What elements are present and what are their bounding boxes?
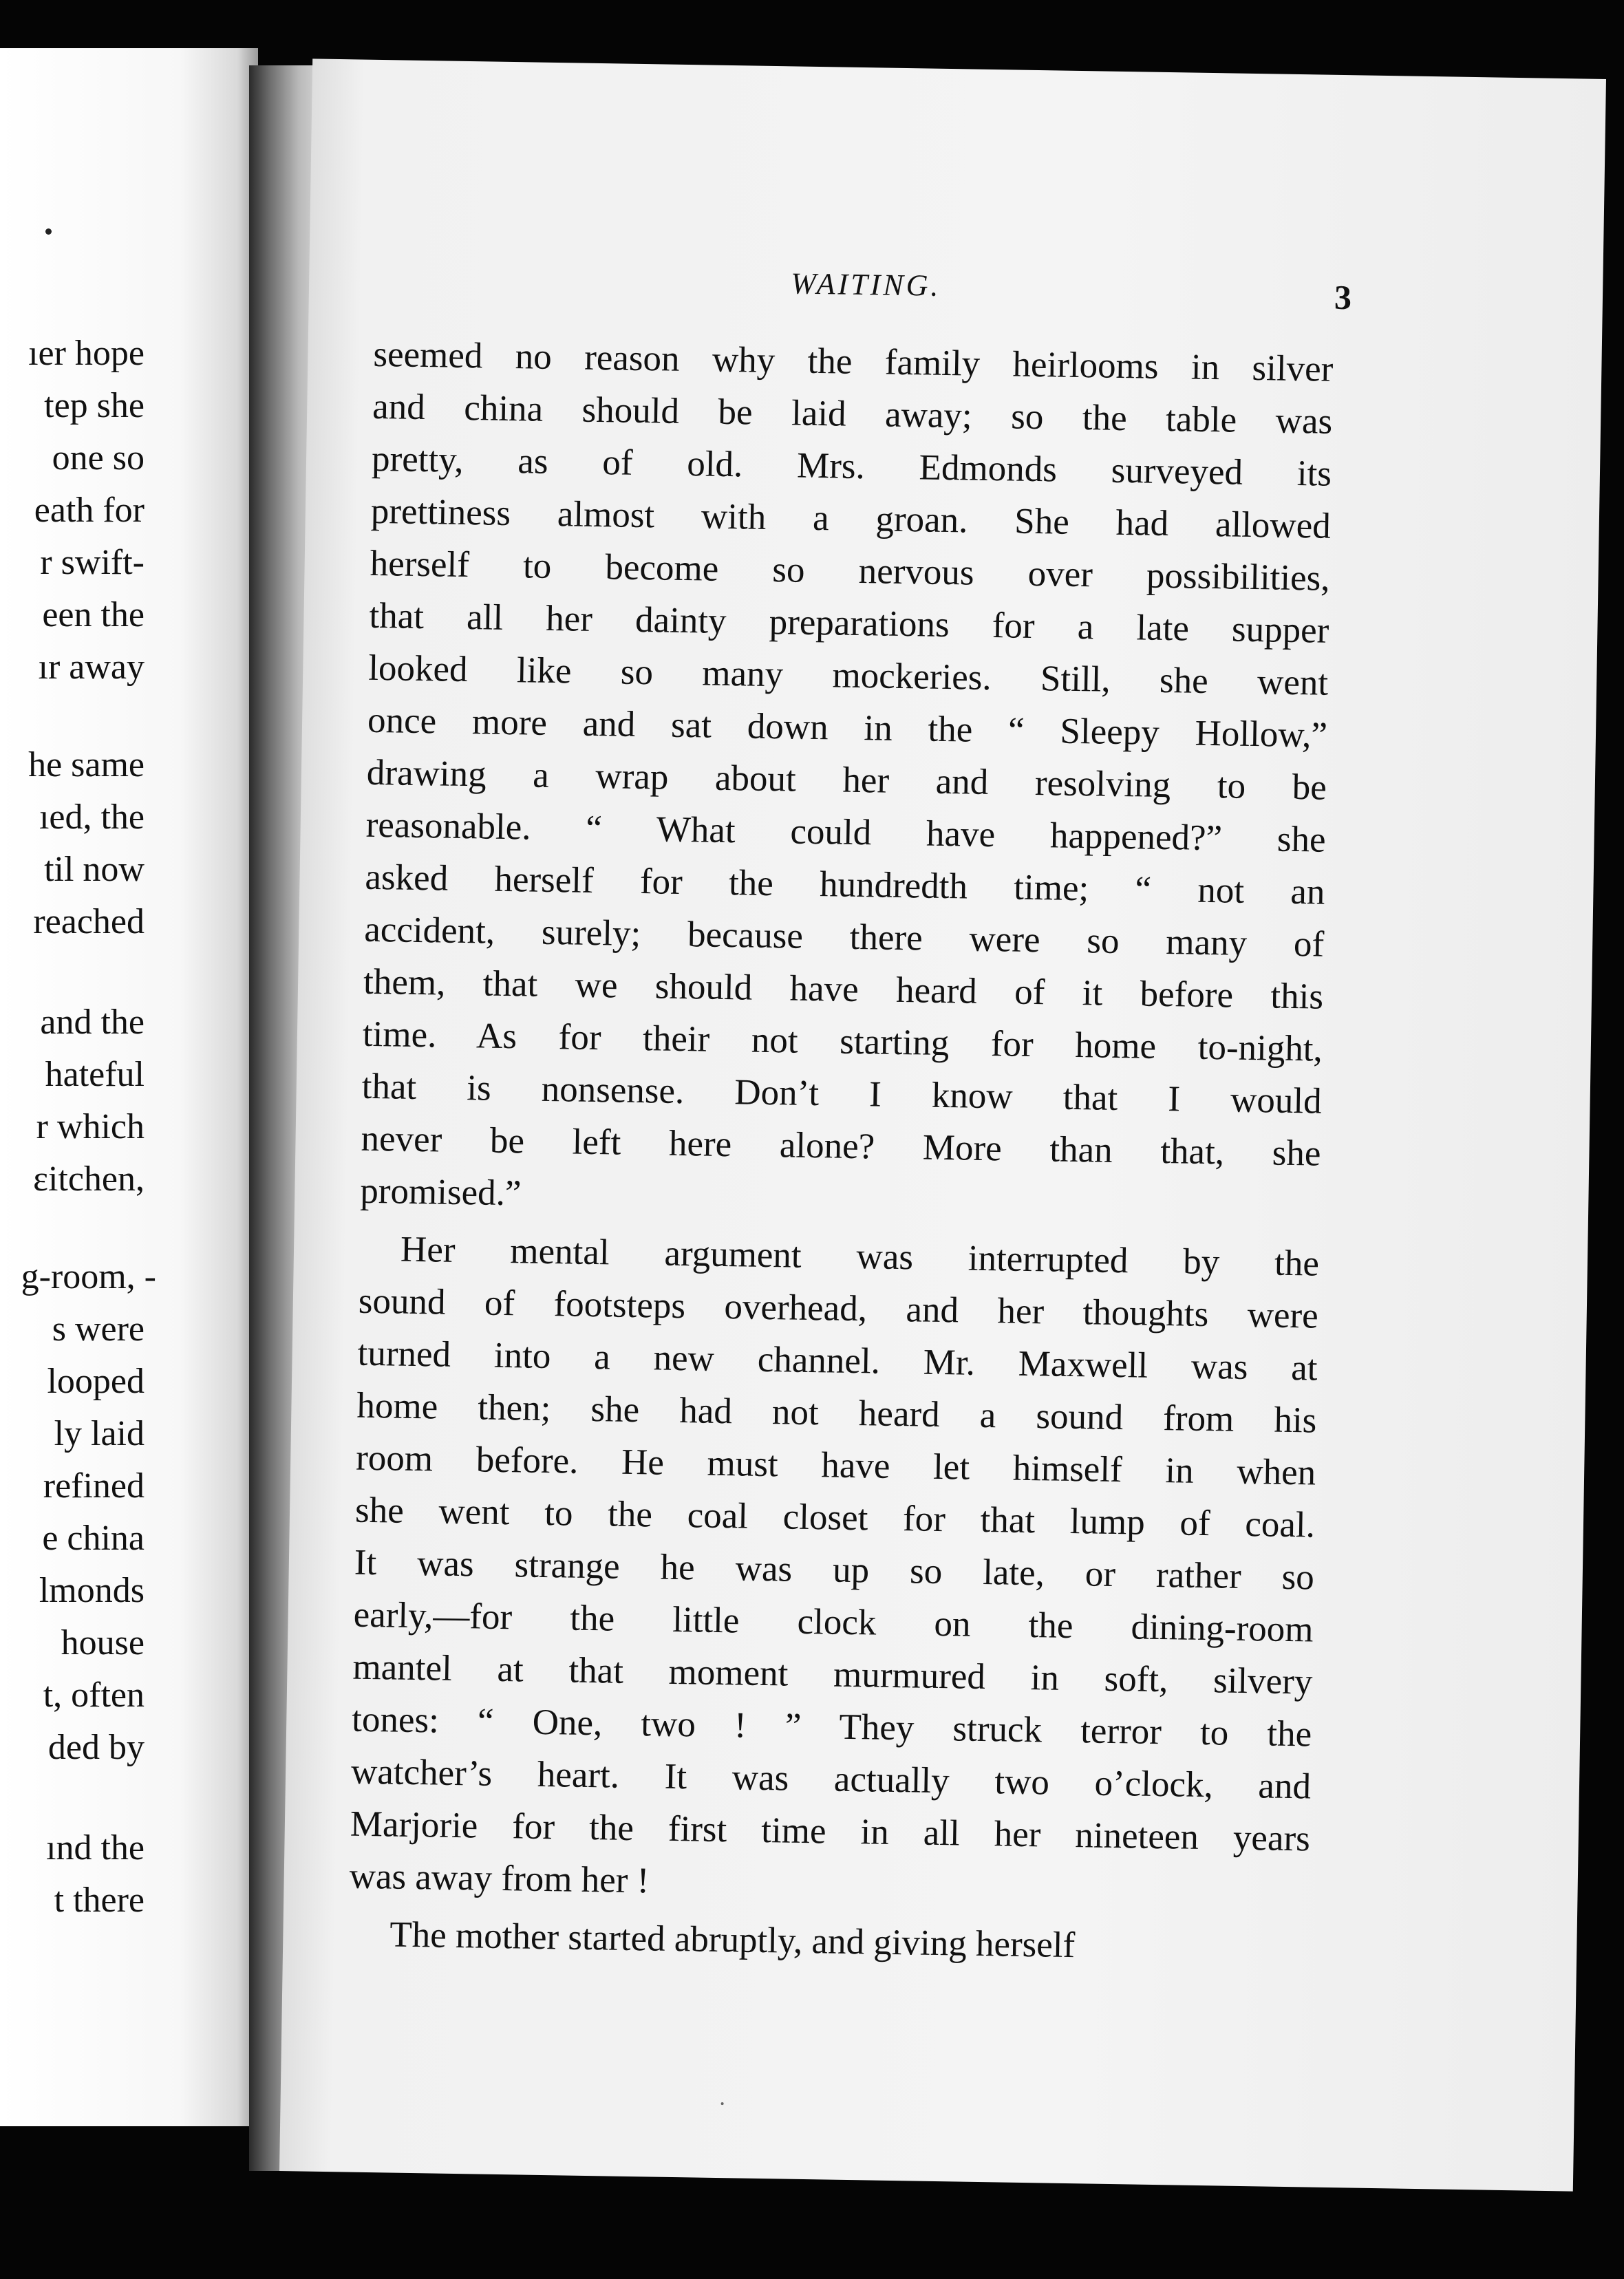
- text-line: looked like so many mockeries. Still, she went: [367, 648, 1329, 703]
- text-line: Her mental argument was interrupted by the: [400, 1229, 1320, 1284]
- text-line: accident, surely; because there were so many of: [363, 909, 1325, 965]
- previous-page-line: one so: [52, 438, 145, 478]
- previous-page-fragment: [0, 48, 258, 2126]
- text-line: tones: “ One, two ! ” They struck terror to the: [351, 1699, 1312, 1755]
- book-page: [279, 58, 1606, 2191]
- previous-page-line: and the: [40, 1003, 145, 1042]
- page-number: 3: [1334, 277, 1352, 317]
- text-line: was away from her !: [349, 1856, 650, 1901]
- previous-page-line: een the: [42, 595, 145, 634]
- text-line: seemed no reason why the family heirlooms in silver: [373, 334, 1334, 389]
- text-line: room before. He must have let himself in when: [355, 1437, 1316, 1493]
- previous-page-line: e china: [42, 1519, 145, 1558]
- previous-page-line: ɛitchen,: [33, 1159, 145, 1199]
- previous-page-line: t there: [54, 1881, 145, 1920]
- running-head: [309, 258, 1603, 327]
- previous-page-line: ınd the: [46, 1828, 145, 1868]
- text-line: pretty, as of old. Mrs. Edmonds surveyed its: [371, 438, 1332, 494]
- previous-page-line: r swift-: [40, 543, 145, 582]
- text-line: It was strange he was up so late, or rather so: [354, 1542, 1315, 1598]
- previous-page-line: ıer hope: [28, 334, 145, 373]
- previous-page-line: reached: [33, 902, 145, 941]
- previous-page-line: til now: [44, 850, 145, 889]
- text-line: sound of footsteps overhead, and her thoughts were: [358, 1281, 1319, 1336]
- text-line: turned into a new channel. Mr. Maxwell was at: [357, 1333, 1318, 1389]
- text-line: mantel at that moment murmured in soft, silvery: [352, 1647, 1313, 1702]
- previous-page-line: t, often: [43, 1676, 145, 1715]
- text-line: never be left here alone? More than that, she: [361, 1118, 1321, 1174]
- text-line: herself to become so nervous over possibilities,: [370, 543, 1331, 599]
- text-line: drawing a wrap about her and resolving to be: [366, 752, 1327, 808]
- text-line: she went to the coal closet for that lump of coal.: [354, 1490, 1316, 1545]
- previous-page-line: refined: [43, 1466, 145, 1506]
- previous-page-line: ly laid: [54, 1414, 145, 1453]
- text-line: that is nonsense. Don’t I know that I would: [361, 1066, 1323, 1122]
- text-line: and china should be laid away; so the table was: [372, 386, 1333, 442]
- text-line: once more and sat down in the “ Sleepy Hollow,”: [367, 700, 1328, 756]
- body-text: [348, 328, 1334, 1976]
- previous-page-line: house: [61, 1623, 145, 1662]
- ink-speck: [721, 2102, 724, 2105]
- previous-page-line: r which: [36, 1107, 145, 1146]
- text-line: that all her dainty preparations for a late supper: [369, 595, 1329, 651]
- previous-page-line: ded by: [47, 1728, 145, 1767]
- text-line: reasonable. “ What could have happened?” she: [365, 804, 1327, 860]
- text-line: prettiness almost with a groan. She had allowed: [370, 491, 1332, 546]
- text-line: time. As for their not starting for home to-night,: [362, 1014, 1323, 1069]
- previous-page-line: ır away: [38, 648, 145, 687]
- previous-page-line: looped: [47, 1362, 145, 1401]
- text-line: early,—for the little clock on the dining-room: [353, 1594, 1314, 1650]
- text-line: promised.”: [359, 1170, 522, 1214]
- previous-page-line: he same: [28, 745, 145, 784]
- previous-page-line: g-room, -: [21, 1257, 156, 1296]
- previous-page-line: ıed, the: [39, 798, 145, 837]
- text-line: watcher’s heart. It was actually two o’clock, and: [350, 1751, 1312, 1807]
- paragraph: [349, 1223, 1319, 1918]
- previous-page-line: lmonds: [39, 1571, 145, 1610]
- previous-page-line: tep she: [44, 386, 145, 425]
- text-line: asked herself for the hundredth time; “ not an: [365, 857, 1325, 912]
- paragraph: [360, 328, 1334, 1232]
- ink-speck: [45, 228, 52, 235]
- text-line: The mother started abruptly, and giving herself: [389, 1914, 1076, 1966]
- previous-page-line: hateful: [45, 1055, 145, 1094]
- previous-page-line: s were: [52, 1309, 145, 1349]
- running-title: WAITING.: [790, 266, 941, 303]
- text-line: Marjorie for the first time in all her nineteen years: [350, 1804, 1311, 1859]
- text-line: them, that we should have heard of it before this: [363, 961, 1324, 1017]
- previous-page-line: eath for: [34, 491, 145, 530]
- text-line: home then; she had not heard a sound from his: [356, 1385, 1317, 1441]
